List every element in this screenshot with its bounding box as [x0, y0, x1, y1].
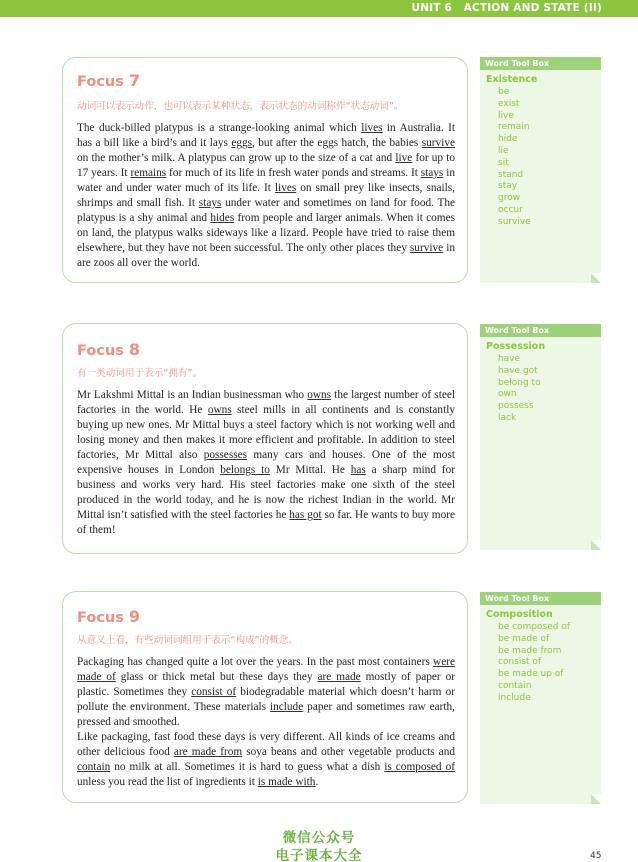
word-list-item: live — [498, 110, 514, 121]
focus-8-number: 8 — [128, 340, 141, 359]
word-tool-box-heading: Word Tool Box — [480, 324, 601, 337]
word-list-item: exist — [498, 98, 520, 109]
underlined-verb: hides — [210, 212, 235, 224]
word-tool-box-heading: Word Tool Box — [480, 57, 601, 70]
word-list-item: hide — [498, 134, 518, 145]
underlined-verb: belongs to — [220, 464, 270, 476]
focus-7-title — [77, 71, 140, 90]
focus-8-subtitle: 有一类动词用于表示“拥有”。 — [77, 368, 203, 379]
word-tool-box-heading: Word Tool Box — [480, 592, 601, 605]
focus-9-box — [62, 591, 468, 803]
underlined-verb: eggs — [231, 137, 253, 149]
underlined-verb: stays — [420, 167, 444, 179]
word-list-item: be composed of — [498, 622, 571, 632]
word-list-item: have got — [498, 365, 538, 376]
focus-9-number: 9 — [128, 607, 141, 626]
focus-7-label: Focus — [77, 74, 124, 90]
unit-title: ACTION AND STATE (II) — [463, 2, 602, 14]
underlined-verb: include — [269, 701, 304, 713]
word-list-item: contain — [498, 680, 532, 691]
watermark-line-2: 电子课本大全 — [275, 848, 363, 862]
word-list-item: grow — [498, 193, 521, 204]
word-list — [480, 87, 601, 229]
watermark-line-1: 微信公众号 — [282, 830, 356, 846]
word-list-item: have — [498, 354, 521, 364]
focus-8-title — [77, 340, 140, 359]
word-list-item: sit — [498, 157, 509, 168]
word-list-item: occur — [498, 204, 523, 215]
focus-8-label: Focus — [77, 343, 124, 359]
word-list-item: possess — [498, 401, 534, 412]
underlined-verb: are made — [317, 671, 361, 683]
word-list-item: survive — [498, 216, 531, 227]
underlined-verb: is composed of — [384, 761, 455, 773]
word-list-item: belong to — [498, 377, 541, 388]
focus-8-paragraph: Mr Lakshmi Mittal is an Indian businessman who owns the largest number of steel factories in the world. He owns steel mills in all continents and is constantly buying up new ones. Mr Mittal buys a steel factory which is not working well and losing money and then makes it more efficient and profitable. In addition to steel factories, Mr Mittal also possesses many cars and houses. One of the most expensive houses in London belongs to Mr Mittal. He has a sharp mind for business and works very hard. His steel factories make one sixth of the steel produced in the world today, and he is now the richest Indian in the world. Mr Mittal isn’t satisfied with the steel factories he has got so far. He wants to buy more of them! — [77, 389, 456, 536]
page-fold-corner — [591, 273, 601, 283]
word-list-item: consist of — [498, 657, 542, 668]
focus-9-paragraph-1: Packaging has changed quite a lot over the years. In the past most containers were made of glass or thick metal but these days they are made mostly of paper or plastic. Sometimes they consist of biodegradable material which doesn’t harm or pollute the environment. These materials include paper and sometimes raw earth, pressed and smoothed. — [77, 656, 456, 728]
underlined-verb: owns — [307, 389, 332, 401]
word-list — [480, 622, 601, 705]
underlined-verb: live — [395, 152, 413, 164]
focus-8-box — [62, 323, 468, 554]
underlined-verb: contain — [77, 761, 111, 773]
word-list-item: be — [498, 87, 510, 97]
unit-label: UNIT 6 — [411, 2, 453, 14]
underlined-verb: survive — [409, 242, 444, 254]
underlined-verb: lives — [274, 182, 297, 194]
word-tool-box-possession — [480, 324, 601, 550]
word-list-item: include — [498, 692, 531, 703]
underlined-verb: stays — [198, 197, 222, 209]
underlined-verb: are made from — [173, 746, 243, 758]
word-list-item: remain — [498, 122, 530, 133]
word-tool-box-existence — [480, 57, 601, 283]
underlined-verb: owns — [207, 404, 232, 416]
underlined-verb: survive — [421, 137, 455, 149]
word-tool-box-composition — [480, 592, 601, 804]
focus-9-paragraph-2: Like packaging, fast food these days is very different. All kinds of ice creams and other delicious food are made from soya beans and other vegetable products and contain no milk at all. Sometimes it is hard to guess what a dish is composed of unless you read the list of ingredients it is made with. — [77, 731, 455, 788]
underlined-verb: consist of — [191, 686, 237, 698]
focus-8-body — [77, 388, 455, 538]
focus-9-subtitle: 从意义上看，有些动词词组用于表示“构成”的概念。 — [77, 635, 299, 646]
focus-7-subtitle: 动词可以表示动作，也可以表示某种状态，表示状态的动词称作“状态动词”。 — [77, 101, 404, 112]
word-list-item: be made from — [498, 645, 562, 656]
underlined-verb: remains — [130, 167, 167, 179]
word-tool-box-category: Composition — [486, 609, 553, 620]
page-fold-corner — [591, 540, 601, 550]
page-fold-corner — [591, 794, 601, 804]
underlined-verb: has got — [289, 509, 322, 521]
underlined-verb: is made with — [257, 776, 316, 788]
word-list-item: be made of — [498, 633, 550, 644]
page-number: 45 — [590, 851, 602, 861]
underlined-verb: lives — [361, 122, 383, 134]
word-list-item: lie — [498, 145, 509, 156]
word-list-item: own — [498, 389, 517, 400]
word-tool-box-category: Possession — [486, 341, 546, 352]
focus-9-body — [77, 655, 455, 790]
word-list-item: stay — [498, 181, 518, 192]
underlined-verb: has — [350, 464, 366, 476]
unit-header — [0, 0, 638, 17]
focus-7-paragraph: The duck-billed platypus is a strange-looking animal which lives in Australia. It has a bill like a bird’s and it lays eggs, but after the eggs hatch, the babies survive on the mother’s milk. A platypus can grow up to the size of a cat and live for up to 17 years. It remains for much of its life in fresh water ponds and streams. It stays in water and under water much of its life. It lives on small prey like insects, snails, shrimps and small fish. It stays under water and sometimes on land for food. The platypus is a shy animal and hides from people and larger animals. When it comes on land, the platypus walks sideways like a lizard. People have tried to raise them elsewhere, but they have not been successful. The only other places they survive in are zoos all over the world. — [77, 122, 456, 269]
word-list — [480, 354, 601, 425]
focus-7-box — [62, 57, 468, 283]
word-list-item: lack — [498, 412, 517, 423]
focus-7-number: 7 — [128, 71, 141, 90]
underlined-verb: possesses — [203, 449, 248, 461]
focus-7-body — [77, 121, 455, 271]
word-tool-box-category: Existence — [486, 74, 538, 85]
focus-9-label: Focus — [77, 610, 124, 626]
focus-9-title — [77, 607, 140, 626]
underlined-verb: were made of — [77, 656, 455, 683]
word-list-item: be made up of — [498, 669, 564, 680]
word-list-item: stand — [498, 169, 524, 180]
